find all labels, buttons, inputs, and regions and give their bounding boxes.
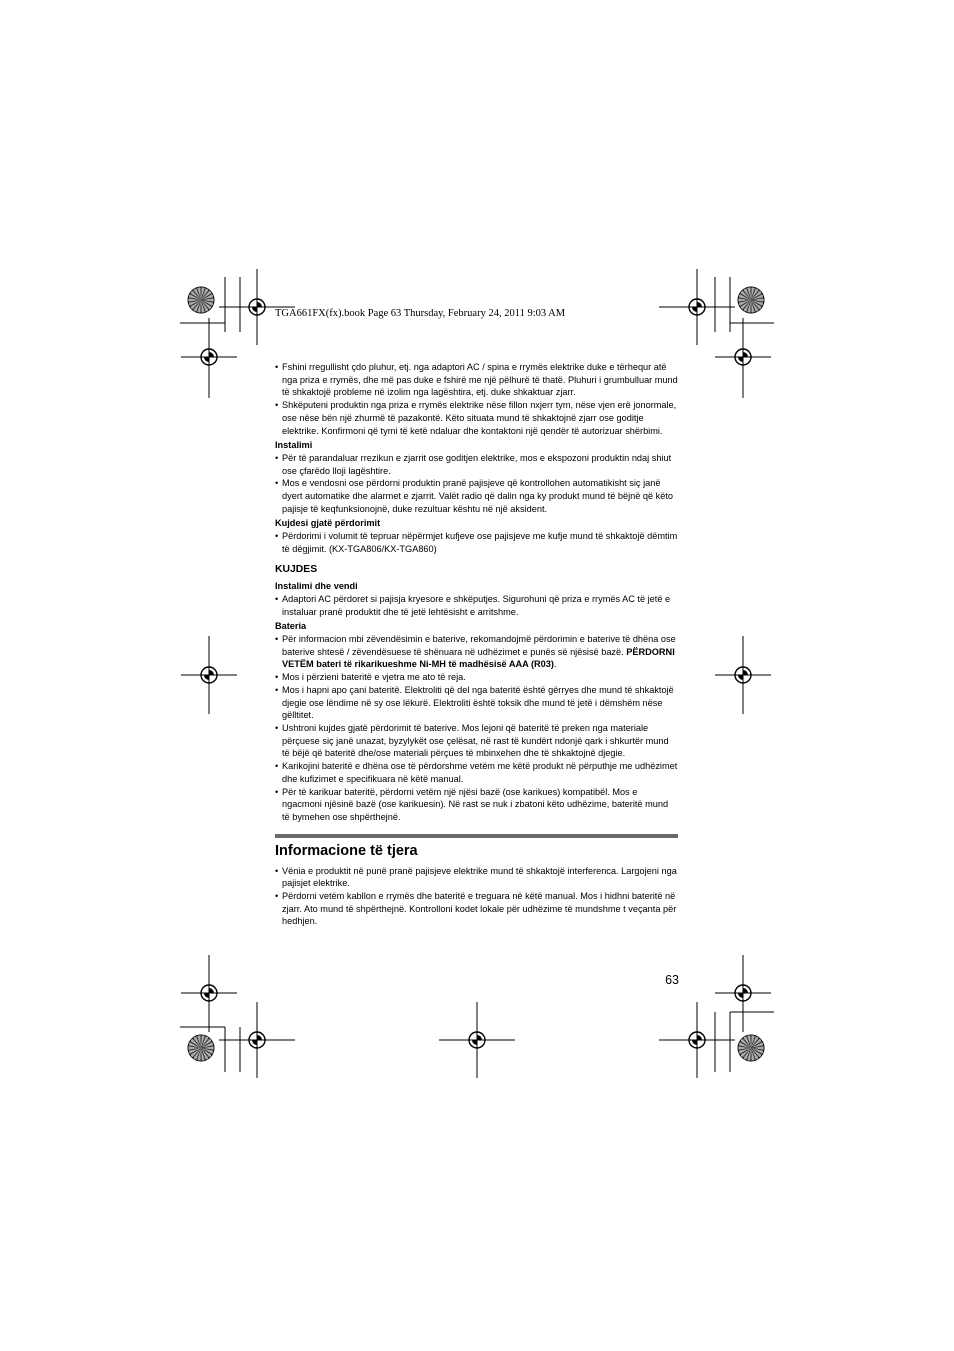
- list-item: • Shkëputeni produktin nga priza e rrymës elektrike nëse fillon nxjerr tym, nëse vjen erë jonormale, ose nëse bën një zhurmë të pazakontë. Këto situata mund të shkaktojnë zjarr ose goditje elektrike. Konfirmoni që tymi të ketë ndaluar dhe kontaktoni një qendër të autorizuar shërbimi.: [275, 399, 678, 437]
- battery-text-end: .: [553, 659, 557, 670]
- list-item: • Për të parandaluar rrezikun e zjarrit ose goditjen elektrike, mos e ekspozoni produktin ndaj shiut ose çfarëdo lloji lagështire.: [275, 452, 678, 477]
- list-item: • Përdorni vetëm kabllon e rrymës dhe bateritë e treguara në këtë manual. Mos i hidhni bateritë në zjarr. Ato mund të shpërthejnë. Kontrolloni kodet lokale për udhëzime të mundshme t veçanta për hedhjen.: [275, 890, 678, 928]
- subheading-installation-location: Instalimi dhe vendi: [275, 581, 358, 592]
- battery-emphasis: PËRDORNI VETËM bateri të rikarikueshme Ni-MH të madhësisë AAA (R03): [282, 646, 675, 670]
- content-column: [275, 361, 678, 928]
- list-item: • Mos i përzieni bateritë e vjetra me ato të reja.: [275, 671, 678, 684]
- subheading-care-in-use: Kujdesi gjatë përdorimit: [275, 518, 381, 529]
- list-item: • Mos e vendosni ose përdorni produktin pranë pajisjeve që kontrollohen automatikisht siç janë dyert automatike dhe alarmet e zjarrit. Valët radio që dalin nga ky produkt mund të bëjnë që këto pajisje të keqfunksionojnë, duke rezultuar kështu në një aksident.: [275, 477, 678, 515]
- header-line: TGA661FX(fx).book Page 63 Thursday, February 24, 2011 9:03 AM: [275, 308, 566, 319]
- list-item: • Përdorimi i volumit të tepruar nëpërmjet kufjeve ose pajisjeve me kufje mund të shkaktojë dëmtim të dëgjimit. (KX-TGA806/KX-TGA860): [275, 530, 678, 555]
- care-in-use-bullets: [275, 530, 678, 555]
- list-item: [275, 633, 678, 671]
- installation-location-bullets: [275, 593, 678, 618]
- list-item: • Fshini rregullisht çdo pluhur, etj. nga adaptori AC / spina e rrymës elektrike duke e tërhequr atë nga priza e rrymës, dhe më pas duke e fshirë me një pëlhurë të thatë. Pluhuri i grumbulluar mund të shkaktojë probleme në izolim nga lagështira, etj. duke shkaktuar zjarr.: [275, 361, 678, 399]
- registration-target: [439, 1002, 515, 1078]
- list-item: • Vënia e produktit në punë pranë pajisjeve elektrike mund të shkaktojë interferenca. Largojeni nga pajisjet elektrike.: [275, 865, 678, 890]
- subheading-installation: Instalimi: [275, 440, 313, 451]
- list-item: • Ushtroni kujdes gjatë përdorimit të baterive. Mos lejoni që bateritë të preken nga materiale përçuese siç janë unazat, byzylykët ose çelësat, në rast të kundërt ndonjë qark i shkurtër mund të bëjë që bateritë dhe/ose materiali përçues të mbinxehen dhe të shkaktojnë djegie.: [275, 722, 678, 760]
- installation-bullets: [275, 452, 678, 516]
- starburst-target: [188, 287, 214, 313]
- battery-bullets: [275, 633, 678, 824]
- battery-text: Për informacion mbi zëvendësimin e baterive, rekomandojmë përdorimin e baterive të dhëna ose baterive shtesë / zëvendësuese të shënuara në udhëzimet e punës së njësisë bazë.: [282, 634, 676, 657]
- list-item: • Karikojini bateritë e dhëna ose të përdorshme vetëm me këtë produkt në përputhje me udhëzimet dhe kufizimet e specifikuara në këtë manual.: [275, 760, 678, 785]
- list-item: • Për të karikuar bateritë, përdorni vetëm një njësi bazë (ose karikues) kompatibël. Mos e ngacmoni njësinë bazë (ose karikuesin). Në rast se nuk i zbatoni këto udhëzime, bateritë mund të bymehen ose shpërthejnë.: [275, 786, 678, 824]
- registration-target: [659, 1002, 735, 1078]
- section-divider: [275, 834, 678, 838]
- registration-target: [659, 269, 735, 345]
- other-information-bullets: [275, 865, 678, 929]
- subheading-battery: Bateria: [275, 621, 307, 632]
- section-title-other-information: Informacione të tjera: [275, 842, 418, 859]
- starburst-target: [738, 287, 764, 313]
- registration-target: [219, 1002, 295, 1078]
- list-item: • Mos i hapni apo çani bateritë. Elektroliti që del nga bateritë është gërryes dhe mund të shkaktojë djegie ose lëndime në sy ose lëkurë. Elektroliti është toksik dhe mund të jetë i dëmshëm nëse gëlltitet.: [275, 684, 678, 722]
- registration-target: [219, 269, 295, 345]
- intro-bullets: [275, 361, 678, 437]
- list-item: • Adaptori AC përdoret si pajisja kryesore e shkëputjes. Sigurohuni që priza e rrymës AC të jetë e instaluar pranë produktit dhe të jetë lehtësisht e arritshme.: [275, 593, 678, 618]
- page-number: 63: [665, 973, 679, 987]
- caution-heading: KUJDES: [275, 563, 318, 575]
- starburst-target: [188, 1035, 214, 1061]
- starburst-target: [738, 1035, 764, 1061]
